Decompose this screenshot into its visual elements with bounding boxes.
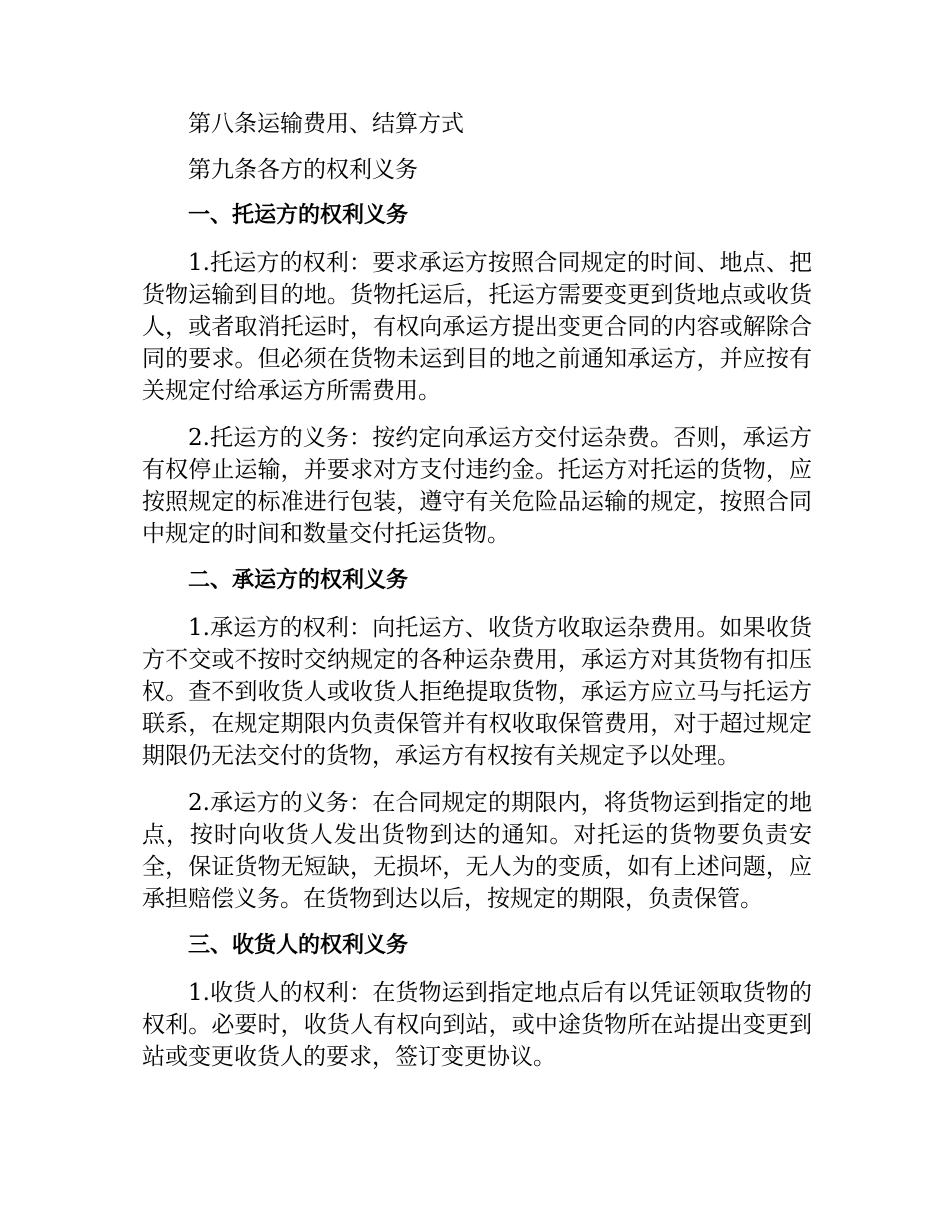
carrier-rights-paragraph: 1.承运方的权利：向托运方、收货方收取运杂费用。如果收货方不交或不按时交纳规定的各种运杂费用，承运方对其货物有扣压权。查不到收货人或收货人拒绝提取货物，承运方应立马与托运方联系，在规定期限内负责保管并有权收取保管费用，对于超过规定期限仍无法交付的货物，承运方有权按有关规定予以处理。 <box>142 615 812 769</box>
section-heading-shipper: 一、托运方的权利义务 <box>188 203 409 228</box>
article-8-title: 第八条运输费用、结算方式 <box>188 111 464 137</box>
document-page <box>142 108 812 1088</box>
article-9-title: 第九条各方的权利义务 <box>188 157 418 183</box>
shipper-obligations-paragraph: 2.托运方的义务：按约定向承运方交付运杂费。否则，承运方有权停止运输，并要求对方支付违约金。托运方对托运的货物，应按照规定的标准进行包装，遵守有关危险品运输的规定，按照合同中规定的时间和数量交付托运货物。 <box>142 425 812 547</box>
shipper-rights-paragraph: 1.托运方的权利：要求承运方按照合同规定的时间、地点、把货物运输到目的地。货物托运后，托运方需要变更到货地点或收货人，或者取消托运时，有权向承运方提出变更合同的内容或解除合同的要求。但必须在货物未运到目的地之前通知承运方，并应按有关规定付给承运方所需费用。 <box>142 250 812 404</box>
section-heading-carrier: 二、承运方的权利义务 <box>188 568 409 593</box>
section-heading-consignee: 三、收货人的权利义务 <box>188 933 409 958</box>
carrier-obligations-paragraph: 2.承运方的义务：在合同规定的期限内，将货物运到指定的地点，按时向收货人发出货物到达的通知。对托运的货物要负责安全，保证货物无短缺，无损坏，无人为的变质，如有上述问题，应承担赔偿义务。在货物到达以后，按规定的期限，负责保管。 <box>142 790 812 912</box>
consignee-rights-paragraph: 1.收货人的权利：在货物运到指定地点后有以凭证领取货物的权利。必要时，收货人有权向到站，或中途货物所在站提出变更到站或变更收货人的要求，签订变更协议。 <box>142 980 812 1070</box>
